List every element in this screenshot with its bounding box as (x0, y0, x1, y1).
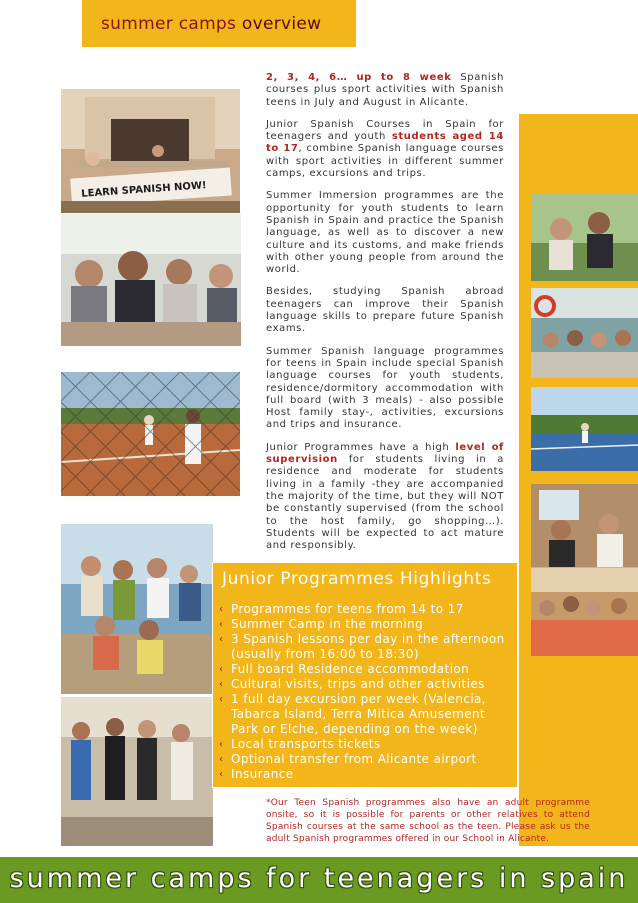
paragraph-2-text-a: Junior Spanish Courses in Spain for teenagers and youth (266, 118, 504, 143)
photo-students-street (61, 697, 213, 846)
page-title-part1: summer camps (101, 14, 237, 34)
bullet-arrow-icon: ‹ (219, 694, 224, 705)
paragraph-2-highlight: students aged 14 to 17 (266, 131, 504, 155)
highlight-item-text: Optional transfer from Alicante airport (231, 752, 477, 766)
photo-girls-table (61, 214, 241, 346)
page-title-part2: overview (241, 14, 322, 34)
paragraph-3: Summer Immersion programmes are the opportunity for youth students to learn Spanish in Spain and practice the Spanish language, as well as to discover a new culture and its customs, and make friends with other young people from around the world. (266, 190, 504, 276)
photo-banner-text: LEARN SPANISH NOW! (80, 180, 207, 200)
paragraph-6 (266, 442, 504, 553)
highlights-title: Junior Programmes Highlights (222, 569, 492, 589)
photo-right-4 (531, 484, 638, 567)
paragraph-5: Summer Spanish language programmes for teens in Spain include special Spanish language courses for youth students, residence/dormitory accommodation with full board (with 3 meals) - also possible Host family stay-, activities, excursions and trips and insurance. (266, 345, 504, 431)
highlight-item-text: Cultural visits, trips and other activities (231, 677, 485, 691)
bullet-arrow-icon: ‹ (219, 739, 224, 750)
highlight-item (219, 617, 511, 632)
bullet-arrow-icon: ‹ (219, 769, 224, 780)
highlight-item-text: Summer Camp in the morning (231, 617, 424, 631)
photo-right-3 (531, 387, 638, 471)
footnote: *Our Teen Spanish programmes also have an adult programme onsite, so it is possible for parents or other relatives to attend Spanish courses at the same school as the teen. Please ask us the adult Spanish programmes offered in our School in Alicante. (266, 798, 590, 844)
bullet-arrow-icon: ‹ (219, 619, 224, 630)
bullet-arrow-icon: ‹ (219, 679, 224, 690)
bullet-arrow-icon: ‹ (219, 634, 224, 645)
paragraph-4: Besides, studying Spanish abroad teenagers can improve their Spanish language skills to prepare future Spanish exams. (266, 286, 504, 335)
bullet-arrow-icon: ‹ (219, 754, 224, 765)
highlights-box (212, 562, 518, 788)
highlight-item (219, 692, 511, 737)
paragraph-1-text: Spanish courses plus sport activities with Spanish teens in July and August in Alicante. (266, 72, 505, 108)
highlights-list (219, 602, 511, 782)
footer-tagline: summer camps for teenagers in spain (9, 863, 629, 894)
paragraph-1 (266, 72, 504, 109)
highlight-item-text: Insurance (231, 767, 294, 781)
highlight-item-text: 3 Spanish lessons per day in the afternoon (usually from 16:00 to 18:30) (231, 632, 505, 661)
bullet-arrow-icon: ‹ (219, 664, 224, 675)
highlight-item (219, 752, 511, 767)
photo-right-2 (531, 288, 638, 378)
page-title (101, 14, 321, 34)
highlight-item-text: Local transports tickets (231, 737, 381, 751)
highlight-item (219, 602, 511, 617)
highlight-item (219, 737, 511, 752)
bullet-arrow-icon: ‹ (219, 604, 224, 615)
paragraph-6-text-a: Junior Programmes have a high (266, 441, 456, 453)
paragraph-2-text-b: , combine Spanish language courses with sport activities in different summer camps, excursions and trips. (266, 143, 504, 180)
highlight-item (219, 677, 511, 692)
highlight-item (219, 662, 511, 677)
highlight-item (219, 767, 511, 782)
paragraph-2 (266, 119, 504, 180)
highlight-item-text: 1 full day excursion per week (Valencia, Tabarca Island, Terra Mitica Amusement Park or Elche, depending on the week) (231, 692, 487, 736)
paragraph-6-text-b: for students living in a residence and moderate for students living in a family -they are accompanied the majority of the time, but they will NOT be constantly supervised (from the school to the host family, go shopping…). Students will be expected to act mature and responsibly. (266, 454, 504, 552)
highlight-item (219, 632, 511, 662)
paragraph-6-highlight: level of supervision (266, 441, 504, 466)
photo-balcony-banner (61, 89, 240, 213)
photo-tennis-court (61, 372, 240, 496)
photo-right-1 (531, 193, 638, 281)
body-text (266, 72, 504, 562)
paragraph-1-highlight: 2, 3, 4, 6… up to 8 week (266, 72, 452, 83)
highlight-item-text: Programmes for teens from 14 to 17 (231, 602, 464, 616)
highlight-item-text: Full board Residence accommodation (231, 662, 470, 676)
photo-group-beach (61, 524, 213, 694)
photo-right-5 (531, 568, 638, 656)
